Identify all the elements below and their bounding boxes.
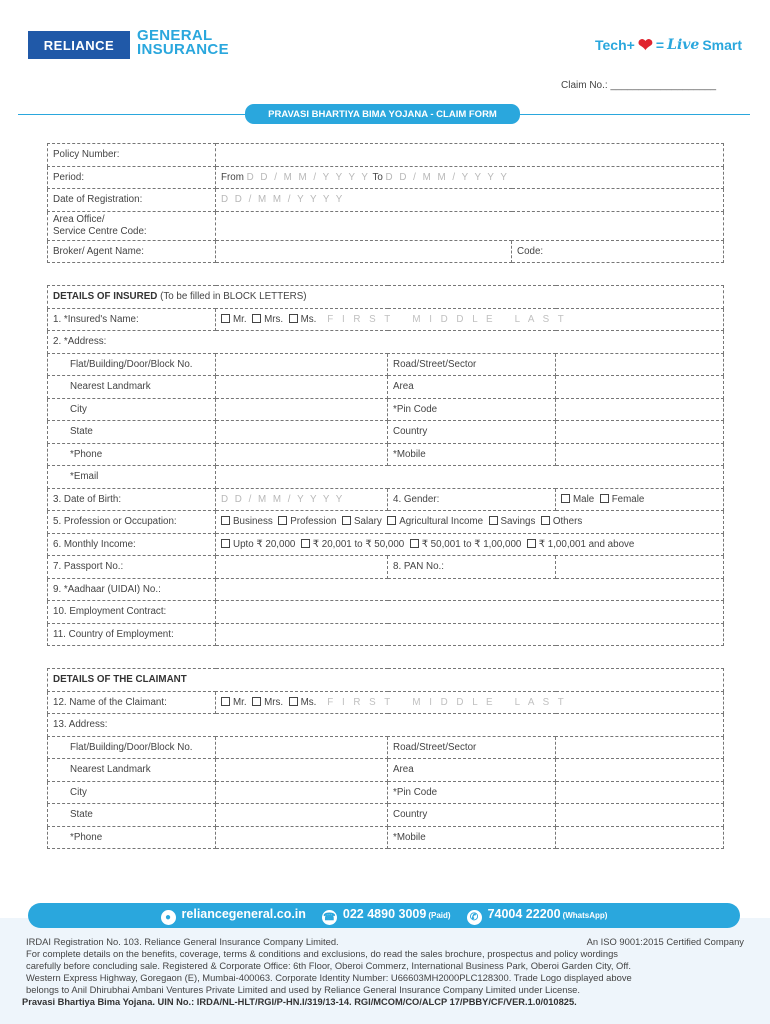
from-date-placeholder: D D / M M / Y Y Y Y xyxy=(246,171,370,183)
claimant-area-label: Area xyxy=(388,759,556,782)
policy-number-input[interactable] xyxy=(216,144,724,167)
reliance-logo xyxy=(28,31,130,59)
to-date-placeholder: D D / M M / Y Y Y Y xyxy=(385,171,509,183)
income-3-checkbox[interactable] xyxy=(410,539,419,548)
from-label: From xyxy=(221,171,244,183)
broker-input[interactable] xyxy=(216,240,512,263)
code-label: Code: xyxy=(517,245,544,257)
claimant-ms-label: Ms. xyxy=(300,696,317,708)
tagline xyxy=(595,37,742,53)
road-input[interactable] xyxy=(556,353,724,376)
income-1-checkbox[interactable] xyxy=(221,539,230,548)
savings-checkbox[interactable] xyxy=(489,516,498,525)
pin-label: *Pin Code xyxy=(388,398,556,421)
area-input[interactable] xyxy=(556,376,724,399)
employment-input[interactable] xyxy=(216,601,724,624)
period-label: Period: xyxy=(48,166,216,189)
claimant-heading xyxy=(48,669,724,692)
mrs-label: Mrs. xyxy=(264,313,284,325)
claim-number-field[interactable]: Claim No.: ___________________ xyxy=(561,80,717,91)
country-input[interactable] xyxy=(556,421,724,444)
logo-general: GENERAL xyxy=(137,27,213,44)
claimant-city-input[interactable] xyxy=(216,781,388,804)
income-2-label: ₹ 20,001 to ₹ 50,000 xyxy=(312,538,405,550)
male-label: Male xyxy=(573,493,595,505)
phone-icon: ☎ xyxy=(323,911,336,923)
claimant-table xyxy=(47,668,724,849)
claimant-phone-label: *Phone xyxy=(48,826,216,849)
employment-label: 10. Employment Contract: xyxy=(48,601,216,624)
phone-note: (Paid) xyxy=(428,910,451,920)
email-label: *Email xyxy=(48,466,216,489)
passport-label: 7. Passport No.: xyxy=(48,556,216,579)
claimant-mr-checkbox[interactable] xyxy=(221,697,230,706)
income-4-label: ₹ 1,00,001 and above xyxy=(538,538,635,550)
legal-line-3: carefully before concluding sale. Registered & Corporate Office: 6th Floor, Oberoi Commerz, International Business Park, Oberoi Garden City, Off. xyxy=(26,960,631,972)
income-3-label: ₹ 50,001 to ₹ 1,00,000 xyxy=(421,538,522,550)
general-insurance-logo xyxy=(137,29,229,57)
savings-label: Savings xyxy=(500,516,536,528)
area-office-input[interactable] xyxy=(216,211,724,240)
form-title: PRAVASI BHARTIYA BIMA YOJANA - CLAIM FORM xyxy=(245,104,520,124)
period-input[interactable] xyxy=(216,166,724,189)
road-label: Road/Street/Sector xyxy=(388,353,556,376)
claimant-name-label: 12. Name of the Claimant: xyxy=(48,691,216,714)
claimant-first-placeholder: F I R S T xyxy=(327,696,394,708)
others-label: Others xyxy=(552,516,583,528)
registration-date-placeholder: D D / M M / Y Y Y Y xyxy=(221,194,345,206)
header xyxy=(0,0,770,110)
insured-heading xyxy=(48,286,724,309)
claimant-mrs-label: Mrs. xyxy=(264,696,284,708)
income-2-checkbox[interactable] xyxy=(301,539,310,548)
last-name-placeholder: L A S T xyxy=(514,313,567,325)
legal-text xyxy=(22,936,744,1009)
landmark-label: Nearest Landmark xyxy=(48,376,216,399)
dob-input[interactable] xyxy=(216,488,388,511)
city-input[interactable] xyxy=(216,398,388,421)
tag-equals: = xyxy=(655,37,665,53)
whatsapp-text: 74004 22200 xyxy=(487,906,561,921)
city-label: City xyxy=(48,398,216,421)
to-label: To xyxy=(372,171,383,183)
mobile-label: *Mobile xyxy=(388,443,556,466)
mr-label: Mr. xyxy=(233,313,247,325)
aadhaar-label: 9. *Aadhaar (UIDAI) No.: xyxy=(48,578,216,601)
claimant-pin-label: *Pin Code xyxy=(388,781,556,804)
claimant-country-label: Country xyxy=(388,804,556,827)
claimant-name-input[interactable] xyxy=(216,691,724,714)
claimant-phone-input[interactable] xyxy=(216,826,388,849)
flat-label: Flat/Building/Door/Block No. xyxy=(48,353,216,376)
claimant-state-label: State xyxy=(48,804,216,827)
iso-certification: An ISO 9001:2015 Certified Company xyxy=(586,936,744,947)
irdai-registration: IRDAI Registration No. 103. Reliance General Insurance Company Limited. xyxy=(26,936,339,947)
insured-heading-note: (To be filled in BLOCK LETTERS) xyxy=(160,291,307,303)
pin-input[interactable] xyxy=(556,398,724,421)
insured-table xyxy=(47,285,724,646)
salary-checkbox[interactable] xyxy=(342,516,351,525)
male-checkbox[interactable] xyxy=(561,494,570,503)
dob-placeholder: D D / M M / Y Y Y Y xyxy=(221,493,345,505)
legal-line-4: Western Express Highway, Goregaon (E), Mumbai-400063. Corporate Identity Number: U66603MH2000PLC128300. Trade Logo displayed above xyxy=(26,972,632,984)
phone-label: *Phone xyxy=(48,443,216,466)
legal-line-2: For complete details on the benefits, coverage, terms & conditions and exclusions, do read the sales brochure, prospectus and policy wordings xyxy=(26,948,618,960)
state-label: State xyxy=(48,421,216,444)
claimant-road-label: Road/Street/Sector xyxy=(388,736,556,759)
uin-line: Pravasi Bhartiya Bima Yojana. UIN No.: IRDA/NL-HLT/RGI/P-HN.I/319/13-14. RGI/MCOM/CO/ALCP 17/PBBY/CF/VER.1.0/010825. xyxy=(22,997,577,1008)
website-link[interactable] xyxy=(161,907,306,925)
whatsapp-icon: ✆ xyxy=(467,910,482,925)
female-label: Female xyxy=(611,493,645,505)
mrs-checkbox[interactable] xyxy=(252,314,261,323)
claimant-mr-label: Mr. xyxy=(233,696,247,708)
broker-label: Broker/ Agent Name: xyxy=(48,240,216,263)
tag-live: Live xyxy=(667,37,700,53)
dob-label: 3. Date of Birth: xyxy=(48,488,216,511)
heart-icon: ❤ xyxy=(637,35,653,55)
claimant-flat-input[interactable] xyxy=(216,736,388,759)
claimant-pin-input[interactable] xyxy=(556,781,724,804)
claimant-last-placeholder: L A S T xyxy=(514,696,567,708)
ms-label: Ms. xyxy=(300,313,317,325)
profession-option-label: Profession xyxy=(290,516,337,528)
profession-options xyxy=(216,511,724,534)
contact-bar xyxy=(28,903,740,928)
logo-text: RELIANCE xyxy=(43,37,115,53)
income-options xyxy=(216,533,724,556)
registration-date-label: Date of Registration: xyxy=(48,189,216,212)
insured-name-label: 1. *Insured's Name: xyxy=(48,308,216,331)
claimant-flat-label: Flat/Building/Door/Block No. xyxy=(48,736,216,759)
profession-checkbox[interactable] xyxy=(278,516,287,525)
gender-options xyxy=(556,488,724,511)
country-label: Country xyxy=(388,421,556,444)
agricultural-label: Agricultural Income xyxy=(399,516,484,528)
insured-address-label: 2. *Address: xyxy=(48,331,724,354)
claimant-landmark-input[interactable] xyxy=(216,759,388,782)
income-1-label: Upto ₹ 20,000 xyxy=(233,538,296,550)
policy-number-label: Policy Number: xyxy=(48,144,216,167)
insured-heading-bold: DETAILS OF INSURED xyxy=(53,291,158,303)
salary-label: Salary xyxy=(353,516,382,528)
claimant-mobile-input[interactable] xyxy=(556,826,724,849)
gender-label: 4. Gender: xyxy=(388,488,556,511)
pan-label: 8. PAN No.: xyxy=(388,556,556,579)
website-text: reliancegeneral.co.in xyxy=(181,906,306,921)
email-input[interactable] xyxy=(216,466,724,489)
tag-smart: Smart xyxy=(702,37,742,53)
first-name-placeholder: F I R S T xyxy=(327,313,394,325)
claimant-landmark-label: Nearest Landmark xyxy=(48,759,216,782)
business-label: Business xyxy=(233,516,273,528)
agricultural-checkbox[interactable] xyxy=(387,516,396,525)
claimant-mobile-label: *Mobile xyxy=(388,826,556,849)
area-office-line1: Area Office/ xyxy=(53,213,105,225)
business-checkbox[interactable] xyxy=(221,516,230,525)
area-label: Area xyxy=(388,376,556,399)
phone-text: 022 4890 3009 xyxy=(342,906,427,921)
legal-line-5: belongs to Anil Dhirubhai Ambani Ventures Private Limited and used by Reliance General Insurance Company Limited under License. xyxy=(26,984,580,996)
profession-label: 5. Profession or Occupation: xyxy=(48,511,216,534)
whatsapp-note: (WhatsApp) xyxy=(562,910,608,920)
registration-date-input[interactable] xyxy=(216,189,724,212)
policy-table xyxy=(47,143,724,263)
claimant-mrs-checkbox[interactable] xyxy=(252,697,261,706)
pan-input[interactable] xyxy=(556,556,724,579)
landmark-input[interactable] xyxy=(216,376,388,399)
passport-input[interactable] xyxy=(216,556,388,579)
ms-checkbox[interactable] xyxy=(289,314,298,323)
others-checkbox[interactable] xyxy=(541,516,550,525)
claimant-state-input[interactable] xyxy=(216,804,388,827)
tag-tech: Tech+ xyxy=(595,37,635,53)
phone-link[interactable] xyxy=(322,907,451,925)
female-checkbox[interactable] xyxy=(600,494,609,503)
claimant-address-label: 13. Address: xyxy=(48,714,724,737)
code-field[interactable] xyxy=(512,240,724,263)
logo-insurance: INSURANCE xyxy=(137,41,229,58)
aadhaar-input[interactable] xyxy=(216,578,724,601)
middle-name-placeholder: M I D D L E xyxy=(412,313,496,325)
income-4-checkbox[interactable] xyxy=(527,539,536,548)
flat-input[interactable] xyxy=(216,353,388,376)
claimant-heading-text: DETAILS OF THE CLAIMANT xyxy=(53,674,187,686)
mobile-input[interactable] xyxy=(556,443,724,466)
claimant-country-input[interactable] xyxy=(556,804,724,827)
income-label: 6. Monthly Income: xyxy=(48,533,216,556)
phone-input[interactable] xyxy=(216,443,388,466)
whatsapp-link[interactable] xyxy=(467,907,608,925)
claimant-area-input[interactable] xyxy=(556,759,724,782)
insured-name-input[interactable] xyxy=(216,308,724,331)
country-employment-input[interactable] xyxy=(216,623,724,646)
claimant-city-label: City xyxy=(48,781,216,804)
area-office-label xyxy=(48,211,216,240)
mr-checkbox[interactable] xyxy=(221,314,230,323)
globe-icon: ● xyxy=(161,910,176,925)
claimant-ms-checkbox[interactable] xyxy=(289,697,298,706)
claimant-middle-placeholder: M I D D L E xyxy=(412,696,496,708)
state-input[interactable] xyxy=(216,421,388,444)
country-employment-label: 11. Country of Employment: xyxy=(48,623,216,646)
area-office-line2: Service Centre Code: xyxy=(53,225,147,237)
claimant-road-input[interactable] xyxy=(556,736,724,759)
